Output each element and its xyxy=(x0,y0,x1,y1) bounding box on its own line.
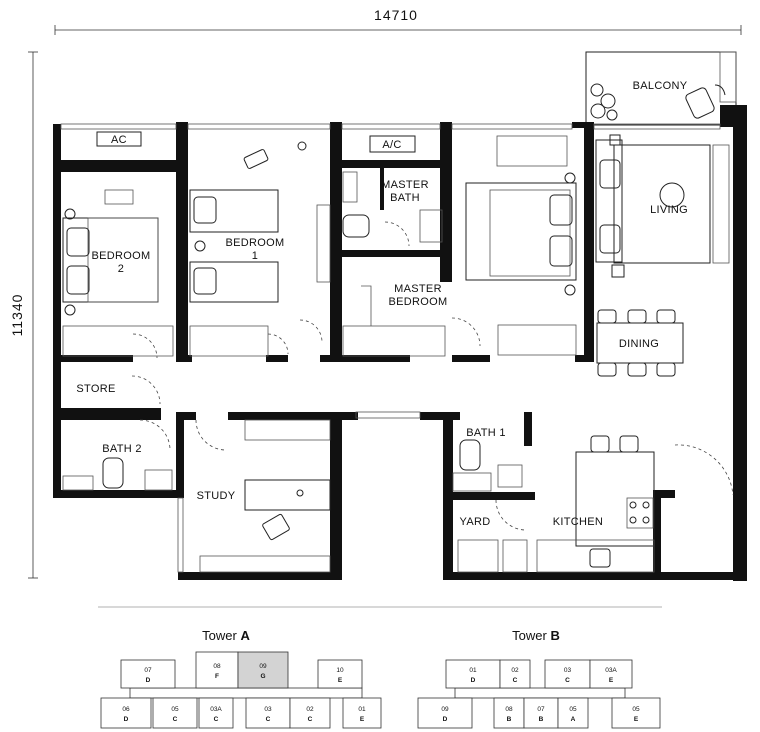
bath-1-fixtures xyxy=(453,440,522,491)
kitchen-label: KITCHEN xyxy=(552,516,604,528)
unit-number: 08 xyxy=(213,663,221,670)
unit-type: D xyxy=(442,716,448,723)
unit-type: C xyxy=(213,716,219,723)
unit-block xyxy=(524,698,558,728)
master-bath-label-line2: BATH xyxy=(390,192,420,204)
tower-b-top-unit-03a-3 xyxy=(590,660,632,688)
store-label: STORE xyxy=(76,383,116,395)
width-dimension xyxy=(55,7,741,35)
unit-type: B xyxy=(538,716,544,723)
tower-a-bottom-unit-03-3 xyxy=(246,698,290,728)
tower-b-bottom-unit-09-0 xyxy=(418,698,472,728)
unit-number: 05 xyxy=(632,706,640,713)
unit-number: 03 xyxy=(563,667,572,674)
unit-number: 03 xyxy=(264,706,272,713)
unit-number: 10 xyxy=(336,667,344,674)
tower-b-bottom-unit-08-1 xyxy=(494,698,524,728)
tower-b-top-unit-03-2 xyxy=(545,660,590,688)
store-door xyxy=(132,376,160,404)
yard-fixtures xyxy=(458,500,527,572)
unit-block xyxy=(153,698,197,728)
bedroom-2-label-line1: BEDROOM xyxy=(91,250,151,262)
unit-number: 03A xyxy=(210,706,222,713)
unit-block xyxy=(196,652,238,688)
living-label: LIVING xyxy=(650,204,688,216)
unit-type: B xyxy=(506,716,512,723)
tower-a-top-unit-10-3 xyxy=(318,660,362,688)
tower-a-top-unit-07-0 xyxy=(121,660,175,688)
ac-ledge-left xyxy=(97,132,141,146)
unit-number: 08 xyxy=(505,706,513,713)
unit-number: 09 xyxy=(441,706,449,713)
unit-type: E xyxy=(608,677,614,684)
unit-type: C xyxy=(512,677,518,684)
width-dimension-label: 14710 xyxy=(374,7,418,23)
yard-label: YARD xyxy=(459,516,491,528)
bedroom-1-label-line1: BEDROOM xyxy=(225,237,285,249)
tower-a-top-unit-08-1 xyxy=(196,652,238,688)
kitchen-fixtures xyxy=(537,436,733,572)
unit-number: 05 xyxy=(171,706,179,713)
tower-a-title-letter: A xyxy=(240,628,250,643)
unit-type: D xyxy=(470,677,476,684)
unit-type: D xyxy=(123,716,129,723)
unit-block xyxy=(101,698,151,728)
unit-number: 01 xyxy=(469,667,477,674)
corridor xyxy=(130,688,362,698)
unit-number: 05 xyxy=(569,706,577,713)
balcony-label: BALCONY xyxy=(632,80,688,92)
master-bath-label-line1: MASTER xyxy=(381,179,429,191)
tower-a-keyplan xyxy=(101,628,381,728)
unit-type: A xyxy=(570,716,576,723)
bedroom-1-furniture xyxy=(190,142,330,356)
bath-2-fixtures xyxy=(63,420,172,490)
tower-b-keyplan xyxy=(418,628,660,728)
unit-type: C xyxy=(307,716,313,723)
ac-master-label: A/C xyxy=(382,139,402,151)
height-dimension-label: 11340 xyxy=(9,293,25,337)
unit-number: 09 xyxy=(259,663,267,670)
unit-type: E xyxy=(359,716,365,723)
bedroom-1-label-line2: 1 xyxy=(251,250,259,262)
unit-number: 02 xyxy=(511,667,519,674)
unit-number: 01 xyxy=(358,706,366,713)
unit-type: C xyxy=(565,677,570,684)
unit-type: F xyxy=(215,673,219,680)
tower-b-title-prefix: Tower xyxy=(512,628,551,643)
unit-number: 02 xyxy=(306,706,314,713)
master-bedroom-label-line2: BEDROOM xyxy=(388,296,448,308)
dining-label: DINING xyxy=(618,338,660,350)
tower-a-bottom-unit-01-5 xyxy=(343,698,381,728)
unit-type: E xyxy=(337,677,343,684)
tower-a-bottom-unit-05-1 xyxy=(153,698,197,728)
height-dimension xyxy=(9,52,38,578)
bath-2-label: BATH 2 xyxy=(102,443,142,455)
tower-b-top-unit-02-1 xyxy=(500,660,530,688)
unit-block xyxy=(343,698,381,728)
unit-number: 03A xyxy=(605,667,617,674)
ac-ledge-master xyxy=(370,136,415,152)
bath-1-label: BATH 1 xyxy=(466,427,506,439)
tower-b-title xyxy=(512,628,560,643)
tower-a-top-unit-09-2 xyxy=(238,652,288,688)
tower-b-bottom-unit-05-4 xyxy=(612,698,660,728)
tower-a-title-prefix: Tower xyxy=(202,628,241,643)
unit-type: C xyxy=(172,716,178,723)
tower-b-bottom-unit-05-3 xyxy=(558,698,588,728)
tower-b-top-unit-01-0 xyxy=(446,660,500,688)
unit-number: 07 xyxy=(537,706,545,713)
unit-block xyxy=(558,698,588,728)
unit-type: D xyxy=(145,677,151,684)
tower-a-bottom-unit-03a-2 xyxy=(199,698,233,728)
unit-block xyxy=(418,698,472,728)
unit-number: 06 xyxy=(122,706,130,713)
ac-left-label: AC xyxy=(111,134,127,146)
unit-block xyxy=(290,698,330,728)
tower-b-title-letter: B xyxy=(550,628,560,643)
corridor xyxy=(455,688,625,698)
tower-a-bottom-unit-06-0 xyxy=(101,698,151,728)
unit-number: 07 xyxy=(144,667,152,674)
unit-type: C xyxy=(265,716,271,723)
tower-a-title xyxy=(202,628,250,643)
unit-block xyxy=(246,698,290,728)
bedroom-2-label-line2: 2 xyxy=(117,263,125,275)
unit-type: G xyxy=(260,673,266,680)
unit-block xyxy=(494,698,524,728)
unit-block xyxy=(238,652,288,688)
unit-block xyxy=(612,698,660,728)
master-bedroom-furniture xyxy=(343,136,576,356)
tower-a-bottom-unit-02-4 xyxy=(290,698,330,728)
unit-block xyxy=(199,698,233,728)
unit-type: E xyxy=(633,716,639,723)
master-bedroom-label-line1: MASTER xyxy=(394,283,442,295)
tower-b-bottom-unit-07-2 xyxy=(524,698,558,728)
study-label: STUDY xyxy=(196,490,236,502)
